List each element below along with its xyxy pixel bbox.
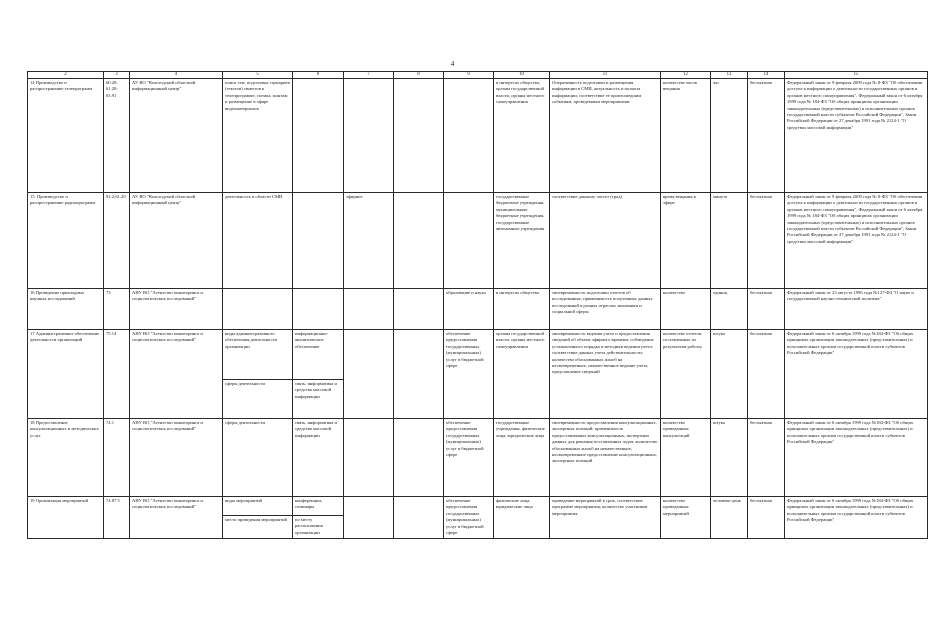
unit-of-measure: час bbox=[711, 79, 748, 193]
volume-indicator: количество bbox=[661, 289, 711, 330]
unit-of-measure: единиц bbox=[711, 289, 748, 330]
content-value: информационно-аналитическое обеспечение bbox=[293, 330, 344, 380]
column-number: 6 bbox=[293, 72, 344, 79]
quality-indicator: проведение мероприятий в срок, соответствие программе мероприятия; количество участников мероприятия bbox=[550, 497, 661, 539]
okved-code: 92.2;61.20 bbox=[104, 193, 130, 289]
payment-type: бесплатная bbox=[748, 497, 785, 539]
table-row bbox=[28, 193, 928, 289]
quality-indicator: Оперативность подготовки и размещения информации в СМИ, актуальность и полнота информации, соответствие ее произошедшим событиям, проведенным мероприятиям bbox=[550, 79, 661, 193]
consumer-category: государственные бюджетные учреждения, муниципальные бюджетные учреждения, государственные автономные учреждения bbox=[494, 193, 550, 289]
consumer-category: физические лица, юридические лица bbox=[494, 497, 550, 539]
service-cell bbox=[28, 193, 104, 289]
content-indicator: деятельность в области СМИ bbox=[223, 193, 293, 289]
empty-cell bbox=[394, 497, 444, 539]
unit-of-measure: минута bbox=[711, 193, 748, 289]
form-cell bbox=[344, 497, 394, 539]
volume-indicator: время вещания в эфире bbox=[661, 193, 711, 289]
service-number: 16 bbox=[30, 290, 35, 295]
consumer-category: государственные учреждения, физические лица, юридические лица bbox=[494, 419, 550, 497]
service-number: 17 bbox=[30, 331, 35, 336]
organization-name: АНУ ВО "Агентство мониторинга и социологических исследований" bbox=[130, 289, 223, 330]
organization-name: АУ ВО "Вологодский областной информационный центр" bbox=[130, 79, 223, 193]
organization-name: АНУ ВО "Агентство мониторинга и социологических исследований" bbox=[130, 330, 223, 419]
consumer-category: в интересах общества, органы государственной власти, органы местного самоуправления bbox=[494, 79, 550, 193]
activity-sphere bbox=[444, 193, 494, 289]
activity-sphere: обеспечение предоставления государственных (муниципальных) услуг в бюджетной сфере bbox=[444, 330, 494, 419]
page-number: 4 bbox=[450, 60, 455, 68]
volume-indicator: количество часов вещания bbox=[661, 79, 711, 193]
empty-cell bbox=[394, 193, 444, 289]
legal-basis: Федеральный закон от 6 октября 1999 года №184-ФЗ "Об общих принципах организации законодательных (представительных) и исполнительных органов государственной власти субъектов Российской Федерации" bbox=[785, 330, 928, 419]
content-indicator: поиск тем, подготовка сценариев (текстов) сюжетов к телепрограмме, съемка, монтаж и размещение в эфире видеоматериалов bbox=[223, 79, 293, 193]
activity-sphere bbox=[444, 79, 494, 193]
unit-of-measure: человеко-день bbox=[711, 497, 748, 539]
legal-basis: Федеральный закон от 6 октября 1999 года №184-ФЗ "Об общих принципах организации законодательных (представительных) и исполнительных органов государственной власти субъектов Российской Федерации" bbox=[785, 419, 928, 497]
column-number: 3 bbox=[104, 72, 130, 79]
content-value: связь, информатика и средства массовой информации bbox=[293, 380, 344, 419]
okved-code: 73 bbox=[104, 289, 130, 330]
table-row bbox=[28, 419, 928, 497]
service-cell bbox=[28, 289, 104, 330]
service-cell bbox=[28, 330, 104, 419]
activity-sphere: обеспечение предоставления государственных (муниципальных) услуг в бюджетной сфере bbox=[444, 497, 494, 539]
quality-indicator: соответствие данному частот (трад) bbox=[550, 193, 661, 289]
column-number-row bbox=[28, 72, 928, 79]
form-cell bbox=[344, 419, 394, 497]
content-value bbox=[293, 289, 344, 330]
service-cell bbox=[28, 79, 104, 193]
empty-cell bbox=[394, 289, 444, 330]
legal-basis: Федеральный закон от 6 октября 1999 года №184-ФЗ "Об общих принципах организации законодательных (представительных) и исполнительных органов государственной власти субъектов Российской Федерации" bbox=[785, 497, 928, 539]
form-cell bbox=[344, 79, 394, 193]
okved-code: 60.20; 61.20; 63.91 bbox=[104, 79, 130, 193]
okved-code: 75.14 bbox=[104, 330, 130, 419]
column-number: 9 bbox=[444, 72, 494, 79]
service-number: 19 bbox=[30, 498, 35, 503]
table-row bbox=[28, 289, 928, 330]
table-body bbox=[28, 72, 928, 539]
unit-of-measure: штука bbox=[711, 330, 748, 419]
column-number: 7 bbox=[344, 72, 394, 79]
column-number: 5 bbox=[223, 72, 293, 79]
empty-cell bbox=[394, 330, 444, 419]
organization-name: АНУ ВО "Агентство мониторинга и социологических исследований" bbox=[130, 497, 223, 539]
payment-type: бесплатная bbox=[748, 193, 785, 289]
service-number: 18 bbox=[30, 420, 35, 425]
column-number: 13 bbox=[711, 72, 748, 79]
column-number: 14 bbox=[748, 72, 785, 79]
content-value: конференции, семинары bbox=[293, 497, 344, 516]
consumer-category: органы государственной власти, органы местного самоуправления bbox=[494, 330, 550, 419]
content-indicator bbox=[223, 289, 293, 330]
volume-indicator: количество проведенных консультаций bbox=[661, 419, 711, 497]
content-indicator: виды мероприятий bbox=[223, 497, 293, 516]
payment-type: бесплатная bbox=[748, 79, 785, 193]
service-name: Административное обеспечение деятельности организаций bbox=[30, 331, 100, 343]
column-number: 10 bbox=[494, 72, 550, 79]
okved-code: 74.87.5 bbox=[104, 497, 130, 539]
column-number: 15 bbox=[785, 72, 928, 79]
content-value bbox=[293, 193, 344, 289]
content-indicator: сферы деятельности bbox=[223, 419, 293, 497]
unit-of-measure: штука bbox=[711, 419, 748, 497]
service-name: Производство и распространение радиопрограмм bbox=[30, 194, 96, 206]
consumer-category: в интересах общества bbox=[494, 289, 550, 330]
service-name: Проведение прикладных научных исследований bbox=[30, 290, 85, 302]
empty-cell bbox=[394, 79, 444, 193]
organization-name: АНУ ВО "Агентство мониторинга и социологических исследований" bbox=[130, 419, 223, 497]
service-name: Производство и распространение телепрограмм bbox=[30, 80, 93, 92]
content-value: связь, информатика и средства массовой информации bbox=[293, 419, 344, 497]
service-number: 14 bbox=[30, 80, 35, 85]
quality-indicator: своевременность ведения учета и предоставления сведений об объеме эфирного времени; соблюдение установленного порядка и методики ведения учета; соответствие данных учета действительности; количество обоснованных жалоб на несвоевременное, некачественное ведение учета, представление сведений bbox=[550, 330, 661, 419]
okved-code: 74.1 bbox=[104, 419, 130, 497]
services-table bbox=[27, 71, 928, 539]
payment-type: бесплатная bbox=[748, 419, 785, 497]
empty-cell bbox=[394, 419, 444, 497]
payment-type: бесплатная bbox=[748, 330, 785, 419]
quality-indicator: своевременность предоставления консультационных, экспертных позиций; применимость предоставленных консультационных, экспертных данных для решения поставленных задач; количество обоснованных жалоб на некачественное, несвоевременное предоставление консультационных, экспертных позиций bbox=[550, 419, 661, 497]
service-name: Предоставление консультационных и методических услуг bbox=[30, 420, 99, 438]
quality-indicator: своевременность подготовки отчетов об исследованиях, применимость полученных данных исследований в разных отраслях экономики и социальной сферы bbox=[550, 289, 661, 330]
service-number: 15. bbox=[30, 194, 36, 199]
content-indicator: место проведения мероприятий bbox=[223, 516, 293, 539]
activity-sphere: обеспечение предоставления государственных (муниципальных) услуг в бюджетной сфере bbox=[444, 419, 494, 497]
service-name: Организация мероприятий bbox=[35, 498, 89, 503]
table-row bbox=[28, 330, 928, 380]
service-cell bbox=[28, 419, 104, 497]
legal-basis: Федеральный закон от 9 февраля 2009 года № 8-ФЗ "Об обеспечении доступа к информации о деятельности государственных органов и органов местного самоуправления", Федеральный закон от 6 октября 1999 года № 184-ФЗ "Об общих принципах организации законодательных (представительных) и исполнительных органов государственной власти субъектов Российской Федерации", Закон Российской Федерации от 27 декабря 1991 года № 2124-1 "О средствах массовой информации" bbox=[785, 79, 928, 193]
volume-indicator: количество отчетов, составленных по результатам работы bbox=[661, 330, 711, 419]
volume-indicator: количество проведенных мероприятий bbox=[661, 497, 711, 539]
content-indicator: виды административного обеспечения деятельности организации bbox=[223, 330, 293, 380]
content-value: по месту расположения организации bbox=[293, 516, 344, 539]
column-number: 4 bbox=[130, 72, 223, 79]
column-number: 11 bbox=[550, 72, 661, 79]
form-cell bbox=[344, 289, 394, 330]
column-number: 12 bbox=[661, 72, 711, 79]
form-cell: эфирное bbox=[344, 193, 394, 289]
table-row bbox=[28, 497, 928, 516]
table-row bbox=[28, 79, 928, 193]
activity-sphere: образование и наука bbox=[444, 289, 494, 330]
legal-basis: Федеральный закон от 23 августа 1996 года №127-ФЗ "О науке и государственной научно-технической политике" bbox=[785, 289, 928, 330]
content-indicator: сферы деятельности bbox=[223, 380, 293, 419]
payment-type: бесплатная bbox=[748, 289, 785, 330]
content-value bbox=[293, 79, 344, 193]
organization-name: АУ ВО "Вологодский областной информационный центр" bbox=[130, 193, 223, 289]
legal-basis: Федеральный закон от 9 февраля 2009 года № 8-ФЗ "Об обеспечении доступа к информации о деятельности государственных органов и органов местного самоуправления", Федеральный закон от 6 октября 1999 года № 184-ФЗ "Об общих принципах организации законодательных (представительных) и исполнительных органов государственной власти субъектов Российской Федерации", Закон Российской Федерации от 27 декабря 1991 года № 2124-1 "О средствах массовой информации" bbox=[785, 193, 928, 289]
service-cell bbox=[28, 497, 104, 539]
form-cell bbox=[344, 330, 394, 419]
column-number: 8 bbox=[394, 72, 444, 79]
column-number: 2 bbox=[28, 72, 104, 79]
